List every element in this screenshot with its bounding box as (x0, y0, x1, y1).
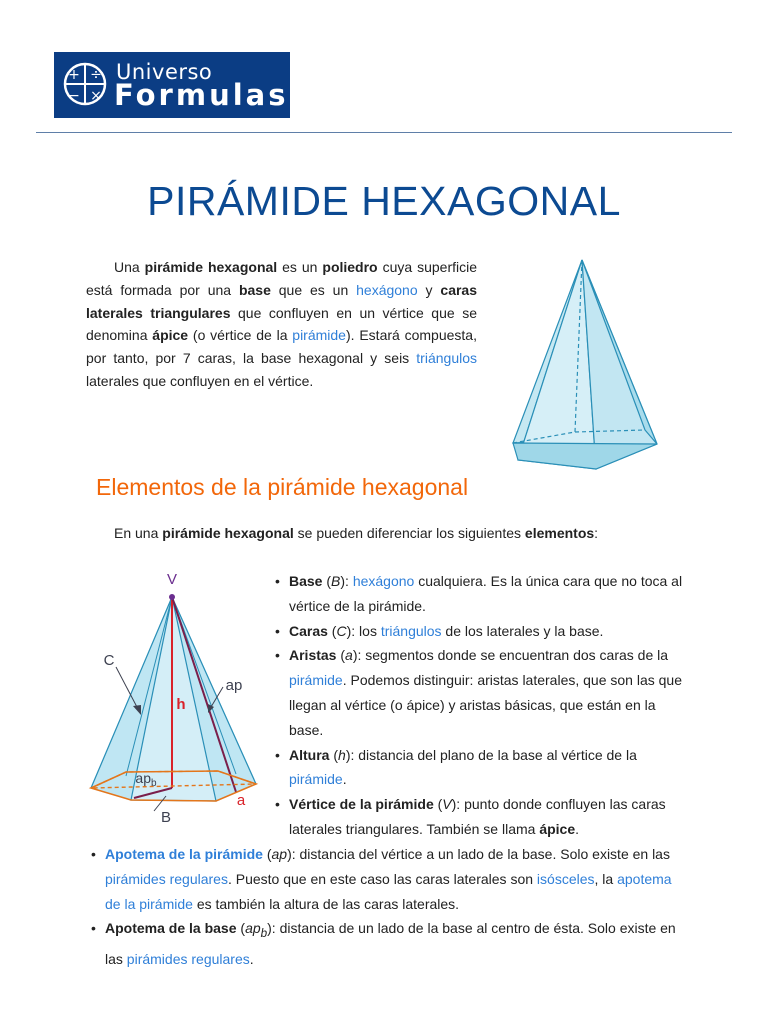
intro-bold: caras laterales triangulares (86, 281, 477, 321)
intro-text: laterales que confluyen en el vértice. (86, 372, 314, 389)
section-intro-text: se pueden diferenciar los siguientes (293, 525, 525, 541)
intro-text: y (417, 281, 441, 298)
link-triangulos[interactable]: triángulos (416, 350, 477, 367)
term-vertice: Vértice de la pirámide (289, 796, 434, 813)
list-text: de los laterales y la base. (441, 622, 604, 639)
symbol-base: B (331, 573, 341, 589)
symbol-ap: ap (271, 846, 288, 862)
link-hexagono[interactable]: hexágono (356, 281, 418, 298)
logo-text-bottom: Formulas (114, 78, 289, 112)
intro-bold: base (238, 281, 271, 298)
list-text: ): distancia de un lado de la base al centro de ésta. Solo existe en las (105, 920, 676, 967)
intro-bold: ápice (152, 327, 189, 344)
section-intro-text: En una (114, 525, 163, 541)
list-item-base (275, 569, 687, 619)
list-text: ): (340, 573, 353, 589)
list-item-altura (275, 743, 687, 793)
label-apb-sub: b (151, 778, 157, 789)
label-ap: ap (225, 677, 243, 694)
term-caras: Caras (289, 622, 328, 639)
link-piramide[interactable]: pirámide (289, 771, 343, 788)
list-text: ): distancia del plano de la base al vértice de la (345, 746, 637, 763)
intro-text: Una (114, 259, 145, 275)
intro-bold: poliedro (322, 259, 378, 275)
intro-text: (o vértice de la (188, 327, 293, 344)
hexagonal-pyramid-illustration (505, 254, 675, 474)
svg-text:−: − (68, 88, 80, 104)
list-item-aristas (275, 643, 687, 742)
list-text: ( (322, 573, 332, 589)
svg-text:×: × (90, 88, 102, 104)
term-apice: ápice (539, 820, 576, 837)
list-text: ): punto donde confluyen las caras laterales triangulares. También se llama (289, 796, 666, 837)
list-text: ): los (346, 622, 381, 639)
section-intro (114, 525, 598, 541)
list-text: . (575, 820, 580, 837)
list-text: . (342, 771, 347, 788)
section-intro-text: : (594, 525, 599, 541)
list-item-vertice (275, 792, 687, 842)
link-piramide[interactable]: pirámide (289, 672, 343, 689)
link-piramides-regulares[interactable]: pirámides regulares (126, 950, 250, 967)
intro-text: es un (277, 259, 323, 275)
intro-text: cuya superficie está formada por una (86, 259, 478, 298)
list-text: ( (336, 647, 346, 664)
list-item-apotema (91, 842, 691, 916)
symbol-apb-main: ap (245, 920, 261, 937)
list-item-caras (275, 619, 687, 644)
list-text: . Puesto que en este caso las caras laterales son (227, 870, 537, 887)
link-piramides-regulares[interactable]: pirámides regulares (105, 870, 228, 887)
symbol-altura: h (338, 746, 346, 763)
label-b: B (160, 809, 172, 826)
link-piramide[interactable]: pirámide (292, 327, 346, 344)
symbol-caras: C (336, 622, 347, 639)
link-apotema-piramide[interactable]: apotema de la pirámide (105, 870, 672, 912)
section-intro-bold: elementos (524, 525, 595, 541)
svg-text:+: + (68, 67, 80, 83)
header-divider (36, 132, 732, 133)
page-title: PIRÁMIDE HEXAGONAL (147, 178, 621, 224)
list-text: es también la altura de las caras laterales. (192, 895, 460, 912)
elements-list (275, 569, 687, 842)
label-h: h (176, 696, 186, 713)
label-apb-main: ap (135, 770, 152, 786)
intro-text: ). Estará compuesta, por tanto, por 7 caras, la base hexagonal y seis (86, 327, 477, 367)
term-altura: Altura (289, 746, 330, 763)
list-text: ( (329, 746, 339, 763)
list-text: ( (433, 796, 443, 813)
link-isosceles[interactable]: isósceles (536, 870, 595, 887)
list-text: . (249, 950, 254, 967)
list-text: ): distancia del vértice a un lado de la base. Solo existe en las (287, 846, 670, 862)
list-item-apotema-base (91, 916, 691, 971)
elements-list-continued (91, 842, 691, 972)
list-text: cualquiera. Es la única cara que no toca al vértice de la pirámide. (289, 573, 683, 614)
list-text: , la (594, 870, 618, 887)
label-v: V (166, 571, 178, 588)
symbol-apb-sub: b (260, 927, 268, 941)
symbol-vertice: V (442, 796, 452, 813)
formula-logo-icon (62, 61, 108, 107)
section-intro-bold: pirámide hexagonal (162, 525, 294, 541)
link-hexagono[interactable]: hexágono (352, 573, 415, 589)
link-apotema-piramide[interactable]: Apotema de la pirámide (105, 846, 263, 862)
list-text: ( (327, 622, 337, 639)
logo-text-top: Universo (116, 60, 213, 84)
term-base: Base (289, 573, 323, 589)
intro-text: que confluyen en un vértice que se denomina (86, 304, 477, 344)
label-c: C (103, 652, 115, 669)
intro-paragraph (86, 256, 477, 393)
list-text: ( (262, 846, 272, 862)
link-triangulos[interactable]: triángulos (380, 622, 442, 639)
labelled-pyramid-diagram (86, 566, 271, 831)
intro-bold: pirámide hexagonal (144, 259, 278, 275)
list-text: ( (236, 920, 246, 937)
term-apotema-base: Apotema de la base (105, 920, 237, 937)
term-aristas: Aristas (289, 647, 337, 664)
site-logo[interactable] (54, 52, 290, 118)
symbol-apb (245, 920, 268, 941)
list-text: . Podemos distinguir: aristas laterales, que son las que llegan al vértice (o ápice) y aristas básicas, que están en la base. (289, 672, 682, 738)
symbol-aristas: a (345, 647, 353, 664)
section-heading: Elementos de la pirámide hexagonal (96, 474, 469, 500)
list-text: ): segmentos donde se encuentran dos caras de la (352, 647, 669, 664)
intro-text: que es un (270, 281, 357, 298)
svg-text:÷: ÷ (90, 67, 102, 83)
label-a: a (236, 792, 246, 809)
